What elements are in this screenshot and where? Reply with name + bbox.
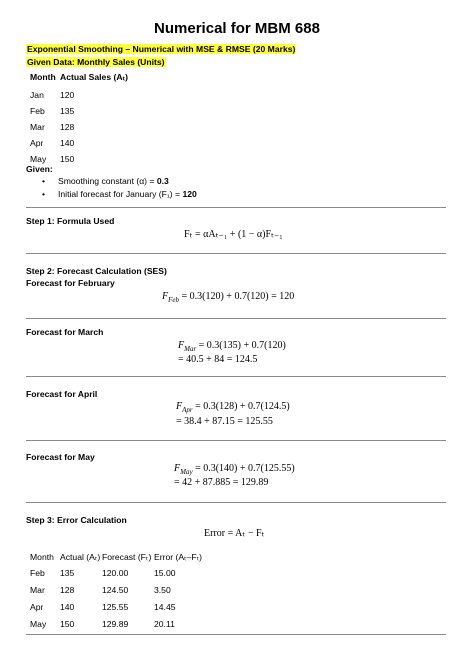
forecast-feb-equation: $F_{Feb} = 0.3(120) + 0.7(120) = 120$ <box>162 291 295 304</box>
sales-value-cell: 120 <box>60 90 75 100</box>
forecast-feb-sub: Feb <box>168 296 179 304</box>
error-forecast-cell: 120.00 <box>102 568 129 578</box>
divider <box>26 376 446 377</box>
error-month-cell: Apr <box>30 602 44 612</box>
error-header-forecast: Forecast (Fₜ) <box>102 552 152 562</box>
forecast-feb-line1: = 0.3(120) + 0.7(120) = 120 <box>181 291 295 302</box>
sales-value-cell: 150 <box>60 154 75 164</box>
error-table <box>30 552 202 636</box>
divider <box>26 253 446 254</box>
sales-value-cell: 140 <box>60 138 75 148</box>
table-row <box>30 568 202 585</box>
error-header-actual: Actual (Aₜ) <box>60 552 101 562</box>
sales-header-actual: Actual Sales (Aₜ) <box>60 72 128 82</box>
error-table-header <box>30 552 202 568</box>
forecast-apr-line1: = 0.3(128) + 0.7(124.5) <box>195 401 290 412</box>
error-value-cell: 14.45 <box>154 602 176 612</box>
divider <box>26 318 446 319</box>
error-value-cell: 20.11 <box>154 619 175 629</box>
error-month-cell: Mar <box>30 585 45 595</box>
sales-header-month: Month <box>30 72 56 82</box>
divider <box>26 207 446 208</box>
error-header-month: Month <box>30 552 54 562</box>
alpha-label: Smoothing constant (α) = <box>58 176 157 186</box>
sales-value-cell: 135 <box>60 106 75 116</box>
page-title: Numerical for MBM 688 <box>154 20 320 37</box>
forecast-mar-equation: $F_{Mar} = 0.3(135) + 0.7(120)$ <box>178 340 286 353</box>
error-actual-cell: 140 <box>60 602 75 612</box>
error-value-cell: 3.50 <box>154 585 171 595</box>
forecast-apr-line2: = 38.4 + 87.15 = 125.55 <box>176 416 273 427</box>
sales-table-header <box>30 72 128 90</box>
table-row <box>30 106 128 122</box>
error-value-cell: 15.00 <box>154 568 176 578</box>
initial-forecast-value: 120 <box>182 189 197 199</box>
forecast-apr-heading: Forecast for April <box>26 389 98 399</box>
table-row <box>30 138 128 154</box>
table-row <box>30 602 202 619</box>
forecast-may-heading: Forecast for May <box>26 452 95 462</box>
given-data-heading-text: Given Data: Monthly Sales (Units) <box>27 57 165 67</box>
forecast-mar-line2: = 40.5 + 84 = 124.5 <box>178 354 258 365</box>
sales-month-cell: Feb <box>30 106 45 116</box>
problem-title-text: Exponential Smoothing – Numerical with MSE & RMSE (20 Marks) <box>27 44 296 54</box>
forecast-may-sub: May <box>180 468 193 476</box>
given-bullet-initial <box>58 189 197 199</box>
divider <box>26 502 446 503</box>
step1-formula: Fₜ = αAₜ₋₁ + (1 − α)Fₜ₋₁ <box>184 229 283 240</box>
error-forecast-cell: 124.50 <box>102 585 129 595</box>
table-row <box>30 90 128 106</box>
initial-forecast-label: Initial forecast for January (F₁) = <box>58 189 183 199</box>
sales-month-cell: Apr <box>30 138 44 148</box>
given-data-heading <box>26 57 166 67</box>
error-actual-cell: 128 <box>60 585 75 595</box>
error-actual-cell: 150 <box>60 619 75 629</box>
given-heading: Given: <box>26 164 53 174</box>
alpha-value: 0.3 <box>156 176 169 186</box>
error-actual-cell: 135 <box>60 568 75 578</box>
table-row <box>30 585 202 602</box>
step3-heading: Step 3: Error Calculation <box>26 515 127 525</box>
step1-heading: Step 1: Formula Used <box>26 216 115 226</box>
forecast-may-equation: $F_{May} = 0.3(140) + 0.7(125.55)$ <box>174 463 295 476</box>
divider <box>26 440 446 441</box>
forecast-mar-line1: = 0.3(135) + 0.7(120) <box>198 340 286 351</box>
forecast-feb-heading: Forecast for February <box>26 278 115 288</box>
error-month-cell: May <box>30 619 47 629</box>
forecast-mar-heading: Forecast for March <box>26 327 104 337</box>
forecast-may-line2: = 42 + 87.885 = 129.89 <box>174 477 269 488</box>
divider <box>26 634 446 635</box>
forecast-apr-equation: $F_{Apr} = 0.3(128) + 0.7(124.5)$ <box>176 401 290 414</box>
sales-month-cell: Jan <box>30 90 44 100</box>
table-row <box>30 122 128 138</box>
forecast-may-line1: = 0.3(140) + 0.7(125.55) <box>195 463 295 474</box>
error-forecast-cell: 129.89 <box>102 619 129 629</box>
error-month-cell: Feb <box>30 568 45 578</box>
sales-table <box>30 72 128 170</box>
error-forecast-cell: 125.55 <box>102 602 129 612</box>
sales-month-cell: Mar <box>30 122 45 132</box>
step2-heading: Step 2: Forecast Calculation (SES) <box>26 266 167 276</box>
sales-value-cell: 128 <box>60 122 75 132</box>
error-header-error: Error (Aₜ–Fₜ) <box>154 552 203 562</box>
forecast-mar-sub: Mar <box>184 345 197 353</box>
step3-formula: Error = Aₜ − Fₜ <box>204 528 265 539</box>
problem-title <box>26 44 296 54</box>
forecast-apr-sub: Apr <box>182 406 193 414</box>
sales-month-cell: May <box>30 154 47 164</box>
given-bullet-alpha <box>58 176 169 186</box>
